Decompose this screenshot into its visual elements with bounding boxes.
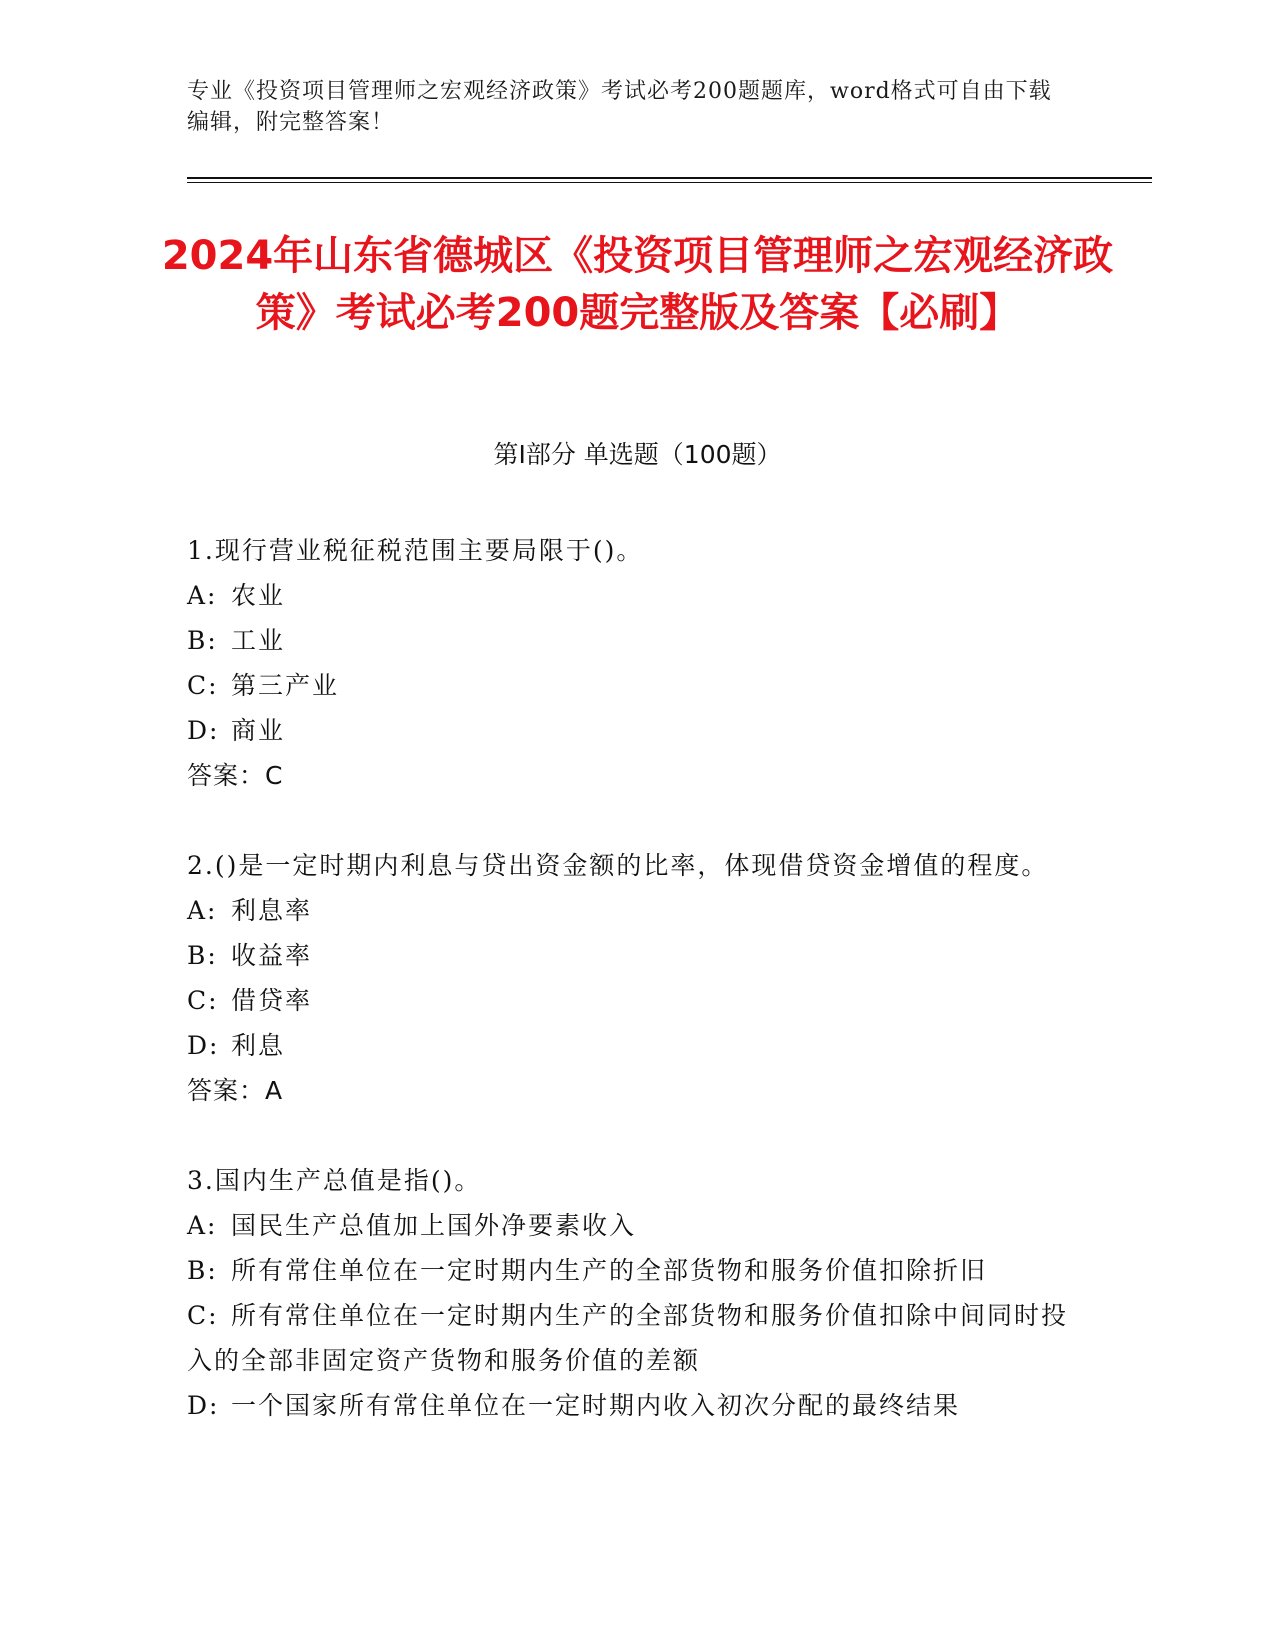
option-key: C: <box>187 986 219 1015</box>
option-b <box>187 618 1077 663</box>
option-text: 国民生产总值加上国外净要素收入 <box>231 1211 637 1240</box>
option-key: A: <box>187 896 218 925</box>
option-a <box>187 888 1077 933</box>
option-key: C: <box>187 1301 219 1330</box>
option-key: B: <box>187 941 218 970</box>
question-stem: 1.现行营业税征税范围主要局限于()。 <box>187 536 644 565</box>
option-text: 所有常住单位在一定时期内生产的全部货物和服务价值扣除中间同时投入的全部非固定资产货物和服务价值的差额 <box>187 1301 1069 1375</box>
option-text: 借贷率 <box>231 986 313 1015</box>
answer-line: 答案：A <box>187 1076 284 1105</box>
question-2 <box>187 843 1077 1113</box>
question-1 <box>187 528 1077 798</box>
option-c <box>187 1293 1077 1383</box>
option-d <box>187 1383 1077 1428</box>
option-text: 所有常住单位在一定时期内生产的全部货物和服务价值扣除折旧 <box>231 1256 988 1285</box>
option-text: 第三产业 <box>231 671 340 700</box>
header-note: 专业《投资项目管理师之宏观经济政策》考试必考200题题库，word格式可自由下载编辑，附完整答案！ <box>187 79 1052 135</box>
option-key: D: <box>187 1031 220 1060</box>
option-key: C: <box>187 671 219 700</box>
option-key: A: <box>187 581 218 610</box>
option-text: 利息 <box>231 1031 286 1060</box>
header-rule-thick <box>187 177 1152 179</box>
option-key: A: <box>187 1211 218 1240</box>
question-stem: 3.国内生产总值是指()。 <box>187 1166 482 1195</box>
question-list <box>187 528 1077 1473</box>
option-text: 利息率 <box>231 896 313 925</box>
option-c <box>187 663 1077 708</box>
option-text: 商业 <box>231 716 286 745</box>
option-key: B: <box>187 1256 218 1285</box>
answer-line: 答案：C <box>187 761 284 790</box>
option-text: 收益率 <box>231 941 313 970</box>
option-c <box>187 978 1077 1023</box>
option-key: D: <box>187 1391 220 1420</box>
option-a <box>187 573 1077 618</box>
question-3 <box>187 1158 1077 1428</box>
question-stem: 2.()是一定时期内利息与贷出资金额的比率，体现借贷资金增值的程度。 <box>187 851 1049 880</box>
option-text: 一个国家所有常住单位在一定时期内收入初次分配的最终结果 <box>231 1391 961 1420</box>
option-b <box>187 1248 1077 1293</box>
option-text: 工业 <box>231 626 286 655</box>
option-d <box>187 708 1077 753</box>
option-key: D: <box>187 716 220 745</box>
option-b <box>187 933 1077 978</box>
option-a <box>187 1203 1077 1248</box>
document-title: 2024年山东省德城区《投资项目管理师之宏观经济政策》考试必考200题完整版及答案【必刷】 <box>161 233 1114 336</box>
option-text: 农业 <box>231 581 286 610</box>
option-d <box>187 1023 1077 1068</box>
header-rule-thin <box>187 182 1152 183</box>
option-key: B: <box>187 626 218 655</box>
section-heading: 第I部分 单选题（100题） <box>493 440 782 469</box>
